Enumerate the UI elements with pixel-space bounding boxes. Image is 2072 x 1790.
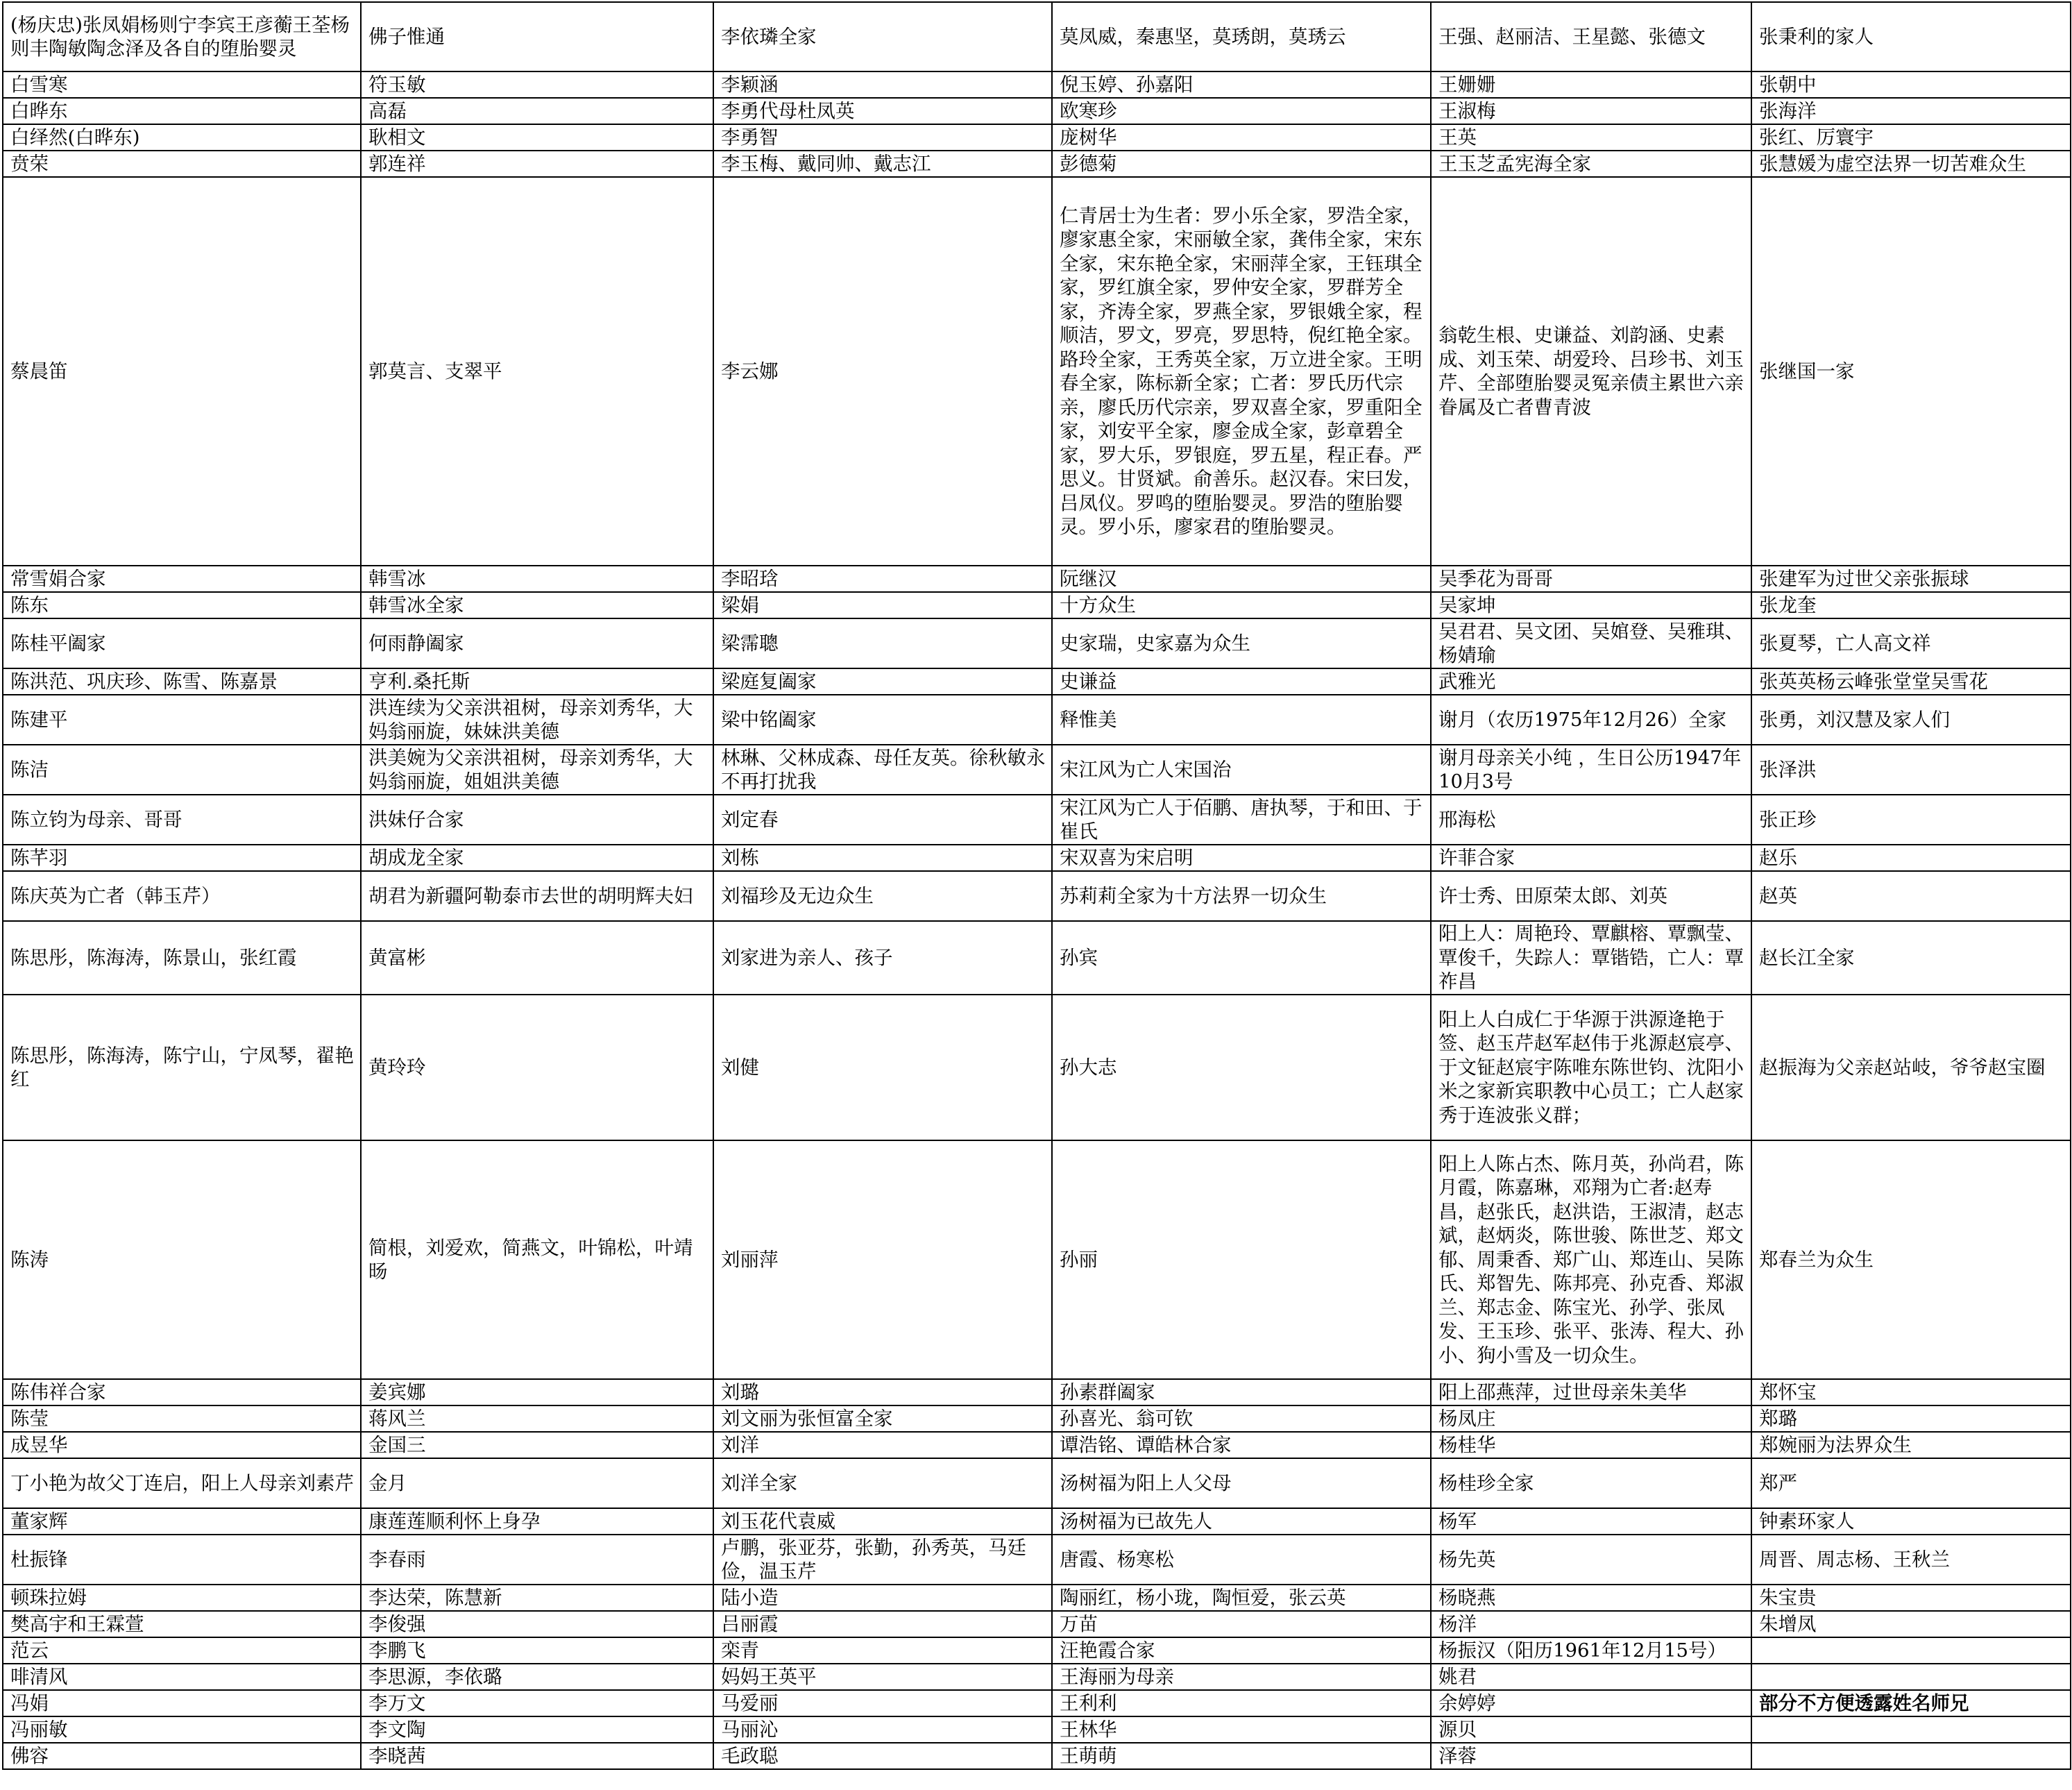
table-cell: 妈妈王英平: [713, 1664, 1052, 1690]
table-cell: 陈芊羽: [3, 845, 361, 871]
table-cell: 李云娜: [713, 177, 1052, 566]
table-cell: 胡成龙全家: [361, 845, 713, 871]
table-cell: 余婷婷: [1431, 1690, 1751, 1716]
table-row: [3, 1690, 2071, 1716]
table-cell: 林琳、父林成森、母任友英。徐秋敏永不再打扰我: [713, 745, 1052, 795]
table-cell: 王海丽为母亲: [1052, 1664, 1431, 1690]
table-cell: 张正珍: [1751, 795, 2071, 845]
table-cell: 王强、赵丽洁、王星懿、张德文: [1431, 2, 1751, 71]
table-cell: 部分不方便透露姓名师兄: [1751, 1690, 2071, 1716]
table-cell: 张建军为过世父亲张振球: [1751, 566, 2071, 592]
table-row: [3, 745, 2071, 795]
table-row: [3, 1140, 2071, 1379]
table-cell: 李昭琀: [713, 566, 1052, 592]
table-cell: 蒋风兰: [361, 1405, 713, 1432]
table-cell: 张继国一家: [1751, 177, 2071, 566]
table-cell: 阳上邵燕萍，过世母亲朱美华: [1431, 1379, 1751, 1405]
table-cell: 耿相文: [361, 124, 713, 151]
table-cell: 邢海松: [1431, 795, 1751, 845]
table-cell: 倪玉婷、孙嘉阳: [1052, 71, 1431, 98]
table-cell: 张龙奎: [1751, 592, 2071, 618]
table-cell: 何雨静阖家: [361, 618, 713, 668]
table-cell: 杨桂珍全家: [1431, 1458, 1751, 1508]
table-cell: 张秉利的家人: [1751, 2, 2071, 71]
table-cell: 仁青居士为生者：罗小乐全家，罗浩全家，廖家惠全家，宋丽敏全家，龚伟全家，宋东全家，宋东艳全家，宋丽萍全家，王钰琪全家，罗红旗全家，罗仲安全家，罗群芳全家，齐涛全家，罗燕全家，罗银娥全家，程顺洁，罗文，罗亮，罗思特，倪红艳全家。路玲全家，王秀英全家，万立进全家。王明春全家，陈标新全家；亡者：罗氏历代宗亲，廖氏历代宗亲，罗双喜全家，罗重阳全家，刘安平全家，廖金成全家，彭章碧全家，罗大乐，罗银庭，罗五星，程正春。严思义。甘贤斌。俞善乐。赵汉春。宋曰发，吕凤仪。罗鸣的堕胎婴灵。罗浩的堕胎婴灵。罗小乐，廖家君的堕胎婴灵。: [1052, 177, 1431, 566]
table-cell: 陈洁: [3, 745, 361, 795]
table-cell: 韩雪冰全家: [361, 592, 713, 618]
table-row: [3, 1716, 2071, 1743]
table-cell: 万苗: [1052, 1611, 1431, 1637]
table-cell: 张英英杨云峰张堂堂吴雪花: [1751, 668, 2071, 695]
table-cell: 彭德菊: [1052, 151, 1431, 177]
table-row: [3, 124, 2071, 151]
table-row: [3, 1379, 2071, 1405]
table-cell: 李勇智: [713, 124, 1052, 151]
table-cell: 冯娟: [3, 1690, 361, 1716]
table-row: [3, 566, 2071, 592]
table-row: [3, 995, 2071, 1140]
table-cell: 史家瑞，史家嘉为众生: [1052, 618, 1431, 668]
table-row: [3, 98, 2071, 124]
table-cell: 洪妹仔合家: [361, 795, 713, 845]
table-cell: 吴君君、吴文团、吴婠登、吴雅琪、杨婧瑜: [1431, 618, 1751, 668]
table-cell: 康莲莲顺利怀上身孕: [361, 1508, 713, 1535]
table-cell: 符玉敏: [361, 71, 713, 98]
table-cell: 董家辉: [3, 1508, 361, 1535]
table-cell: 刘洋: [713, 1432, 1052, 1458]
table-cell: 李达荣，陈慧新: [361, 1585, 713, 1611]
table-cell: 梁中铭阖家: [713, 695, 1052, 745]
table-cell: 吴季花为哥哥: [1431, 566, 1751, 592]
table-row: [3, 1458, 2071, 1508]
table-cell: 樊高宇和王霖萱: [3, 1611, 361, 1637]
table-cell: 杨洋: [1431, 1611, 1751, 1637]
table-cell: 杨桂华: [1431, 1432, 1751, 1458]
table-cell: 杨晓燕: [1431, 1585, 1751, 1611]
table-row: [3, 871, 2071, 921]
table-cell: 唐霞、杨寒松: [1052, 1535, 1431, 1585]
table-cell: 郭莫言、支翠平: [361, 177, 713, 566]
table-cell: 郑春兰为众生: [1751, 1140, 2071, 1379]
table-cell: 王利利: [1052, 1690, 1431, 1716]
table-cell: 武雅光: [1431, 668, 1751, 695]
table-cell: 杜振锋: [3, 1535, 361, 1585]
table-cell: 郭连祥: [361, 151, 713, 177]
table-cell: 庞树华: [1052, 124, 1431, 151]
table-cell: 许士秀、田原荣太郎、刘英: [1431, 871, 1751, 921]
table-cell: 陈思彤，陈海涛，陈景山，张红霞: [3, 921, 361, 995]
table-cell: 陈洪范、巩庆珍、陈雪、陈嘉景: [3, 668, 361, 695]
table-cell: 金月: [361, 1458, 713, 1508]
table-cell: 刘福珍及无边众生: [713, 871, 1052, 921]
table-cell: 胡君为新疆阿勒泰市去世的胡明辉夫妇: [361, 871, 713, 921]
table-cell: 赵振海为父亲赵站岐，爷爷赵宝圈: [1751, 995, 2071, 1140]
table-row: [3, 177, 2071, 566]
table-row: [3, 1664, 2071, 1690]
table-cell: 张夏琴，亡人高文祥: [1751, 618, 2071, 668]
table-cell: 欧寒珍: [1052, 98, 1431, 124]
table-cell: [1751, 1716, 2071, 1743]
table-cell: 宋双喜为宋启明: [1052, 845, 1431, 871]
table-cell: 张泽洪: [1751, 745, 2071, 795]
table-row: [3, 1432, 2071, 1458]
table-cell: 孙丽: [1052, 1140, 1431, 1379]
table-cell: 郑婉丽为法界众生: [1751, 1432, 2071, 1458]
table-cell: 阳上人陈占杰、陈月英，孙尚君，陈月霞，陈嘉琳，邓翔为亡者:赵寿昌，赵张氏，赵洪诰，王淑清，赵志斌，赵炳炎，陈世骏、陈世芝、郑文郁、周秉香、郑广山、郑连山、吴陈氏、郑智先、陈邦亮、孙克香、郑淑兰、郑志金、陈宝光、孙学、张凤发、王玉珍、张平、张涛、程大、孙小、狗小雪及一切众生。: [1431, 1140, 1751, 1379]
table-cell: 陈伟祥合家: [3, 1379, 361, 1405]
table-row: [3, 921, 2071, 995]
table-cell: 啡清风: [3, 1664, 361, 1690]
table-cell: 亨利.桑托斯: [361, 668, 713, 695]
table-cell: 十方众生: [1052, 592, 1431, 618]
table-cell: 张朝中: [1751, 71, 2071, 98]
table-cell: 高磊: [361, 98, 713, 124]
table-cell: 汤树福为阳上人父母: [1052, 1458, 1431, 1508]
table-cell: 王玉芝孟宪海全家: [1431, 151, 1751, 177]
table-cell: 陈莹: [3, 1405, 361, 1432]
table-cell: 苏莉莉全家为十方法界一切众生: [1052, 871, 1431, 921]
table-cell: 阳上人白成仁于华源于洪源逄艳于签、赵玉芹赵军赵伟于兆源赵宸亭、于文钲赵宸宇陈唯东陈世钧、沈阳小米之家新宾职教中心员工；亡人赵家秀于连波张义群；: [1431, 995, 1751, 1140]
table-row: [3, 1743, 2071, 1769]
table-cell: 李俊强: [361, 1611, 713, 1637]
table-cell: 杨军: [1431, 1508, 1751, 1535]
table-row: [3, 71, 2071, 98]
table-cell: 吴家坤: [1431, 592, 1751, 618]
table-cell: 周晋、周志杨、王秋兰: [1751, 1535, 2071, 1585]
table-cell: 白绎然(白晔东): [3, 124, 361, 151]
table-cell: 郑璐: [1751, 1405, 2071, 1432]
table-cell: 蔡晨笛: [3, 177, 361, 566]
table-cell: 陈桂平阖家: [3, 618, 361, 668]
table-cell: 赵英: [1751, 871, 2071, 921]
table-cell: 李文陶: [361, 1716, 713, 1743]
table-cell: 栾青: [713, 1637, 1052, 1664]
table-cell: 阳上人：周艳玲、覃麒榕、覃飘莹、覃俊千，失踪人：覃锴锆，亡人：覃祚昌: [1431, 921, 1751, 995]
table-cell: (杨庆忠)张凤娟杨则宁李宾王彦蘅王荃杨则丰陶敏陶念泽及各自的堕胎婴灵: [3, 2, 361, 71]
table-row: [3, 845, 2071, 871]
table-cell: [1751, 1743, 2071, 1769]
table-cell: 刘栋: [713, 845, 1052, 871]
table-cell: 陈思彤，陈海涛，陈宁山，宁凤琴，翟艳红: [3, 995, 361, 1140]
table-cell: 马丽沁: [713, 1716, 1052, 1743]
table-cell: 李依璘全家: [713, 2, 1052, 71]
table-cell: 孙大志: [1052, 995, 1431, 1140]
table-cell: 陶丽红，杨小珑，陶恒爱，张云英: [1052, 1585, 1431, 1611]
table-cell: 李万文: [361, 1690, 713, 1716]
table-cell: 王英: [1431, 124, 1751, 151]
table-cell: 陈立钧为母亲、哥哥: [3, 795, 361, 845]
table-cell: 顿珠拉姆: [3, 1585, 361, 1611]
table-cell: 陈建平: [3, 695, 361, 745]
table-cell: 韩雪冰: [361, 566, 713, 592]
table-cell: 孙素群阖家: [1052, 1379, 1431, 1405]
table-row: [3, 1508, 2071, 1535]
table-cell: 谢月母亲关小纯 ，生日公历1947年10月3号: [1431, 745, 1751, 795]
table-cell: 梁庭复阖家: [713, 668, 1052, 695]
table-cell: 宋江风为亡人于佰鹏、唐执琴，于和田、于崔氏: [1052, 795, 1431, 845]
table-cell: 张勇，刘汉慧及家人们: [1751, 695, 2071, 745]
table-row: [3, 795, 2071, 845]
table-cell: 孙喜光、翁可钦: [1052, 1405, 1431, 1432]
table-row: [3, 2, 2071, 71]
table-cell: 泽蓉: [1431, 1743, 1751, 1769]
table-cell: 赵长江全家: [1751, 921, 2071, 995]
table-cell: 李勇代母杜凤英: [713, 98, 1052, 124]
table-cell: 金国三: [361, 1432, 713, 1458]
table-row: [3, 668, 2071, 695]
table-cell: 白雪寒: [3, 71, 361, 98]
table-cell: 佛子惟通: [361, 2, 713, 71]
table-cell: 王萌萌: [1052, 1743, 1431, 1769]
table-cell: 王姗姗: [1431, 71, 1751, 98]
table-cell: 李玉梅、戴同帅、戴志江: [713, 151, 1052, 177]
table-cell: 刘丽萍: [713, 1140, 1052, 1379]
table-cell: 李鹏飞: [361, 1637, 713, 1664]
table-cell: 刘文丽为张恒富全家: [713, 1405, 1052, 1432]
table-cell: 刘健: [713, 995, 1052, 1140]
table-cell: 白晔东: [3, 98, 361, 124]
table-cell: 卢鹏，张亚芬，张勤，孙秀英，马廷俭，温玉芹: [713, 1535, 1052, 1585]
table-cell: 冯丽敏: [3, 1716, 361, 1743]
table-cell: 姚君: [1431, 1664, 1751, 1690]
table-cell: 杨先英: [1431, 1535, 1751, 1585]
table-cell: 黄富彬: [361, 921, 713, 995]
table-cell: 郑严: [1751, 1458, 2071, 1508]
table-cell: 陈庆英为亡者（韩玉芹）: [3, 871, 361, 921]
table-cell: 翁乾生根、史谦益、刘韵涵、史素成、刘玉荣、胡爱玲、吕珍书、刘玉芹、全部堕胎婴灵冤亲债主累世六亲眷属及亡者曹青波: [1431, 177, 1751, 566]
dedication-name-table: [2, 1, 2071, 1770]
table-cell: 黄玲玲: [361, 995, 713, 1140]
table-cell: 许菲合家: [1431, 845, 1751, 871]
table-cell: 杨凤庄: [1431, 1405, 1751, 1432]
table-cell: 丁小艳为故父丁连启，阳上人母亲刘素芹: [3, 1458, 361, 1508]
table-cell: 刘玉花代袁威: [713, 1508, 1052, 1535]
table-cell: 姜宾娜: [361, 1379, 713, 1405]
table-cell: 张海洋: [1751, 98, 2071, 124]
table-cell: 孙宾: [1052, 921, 1431, 995]
table-cell: 杨振汉（阳历1961年12月15号）: [1431, 1637, 1751, 1664]
table-cell: 吕丽霞: [713, 1611, 1052, 1637]
table-cell: 宋江风为亡人宋国治: [1052, 745, 1431, 795]
table-row: [3, 618, 2071, 668]
table-cell: 谢月（农历1975年12月26）全家: [1431, 695, 1751, 745]
table-cell: 范云: [3, 1637, 361, 1664]
table-cell: 梁娟: [713, 592, 1052, 618]
table-cell: 简根，刘爱欢，简燕文，叶锦松，叶靖旸: [361, 1140, 713, 1379]
table-cell: 贲荣: [3, 151, 361, 177]
table-cell: 李颖涵: [713, 71, 1052, 98]
table-cell: 马爱丽: [713, 1690, 1052, 1716]
table-cell: 谭浩铭、谭皓林合家: [1052, 1432, 1431, 1458]
table-cell: 张红、厉寰宇: [1751, 124, 2071, 151]
table-cell: 莫凤威，秦惠坚，莫琇朗，莫琇云: [1052, 2, 1431, 71]
table-row: [3, 592, 2071, 618]
table-cell: 刘璐: [713, 1379, 1052, 1405]
table-row: [3, 1405, 2071, 1432]
table-cell: 释惟美: [1052, 695, 1431, 745]
table-cell: [1751, 1664, 2071, 1690]
table-cell: 洪连续为父亲洪祖树，母亲刘秀华，大妈翁丽旋，妹妹洪美德: [361, 695, 713, 745]
table-row: [3, 1611, 2071, 1637]
table-cell: 毛政聪: [713, 1743, 1052, 1769]
table-cell: 常雪娟合家: [3, 566, 361, 592]
table-cell: 成昱华: [3, 1432, 361, 1458]
table-cell: 源贝: [1431, 1716, 1751, 1743]
table-cell: 王林华: [1052, 1716, 1431, 1743]
table-cell: 郑怀宝: [1751, 1379, 2071, 1405]
table-cell: 陈东: [3, 592, 361, 618]
table-row: [3, 1535, 2071, 1585]
table-cell: 阮继汉: [1052, 566, 1431, 592]
table-cell: 张慧媛为虚空法界一切苦难众生: [1751, 151, 2071, 177]
table-cell: 汤树福为已故先人: [1052, 1508, 1431, 1535]
table-cell: 陈涛: [3, 1140, 361, 1379]
table-cell: 李晓茜: [361, 1743, 713, 1769]
table-row: [3, 1637, 2071, 1664]
table-cell: 钟素环家人: [1751, 1508, 2071, 1535]
table-cell: 李春雨: [361, 1535, 713, 1585]
table-cell: 佛容: [3, 1743, 361, 1769]
table-cell: 梁霈聰: [713, 618, 1052, 668]
table-row: [3, 151, 2071, 177]
table-cell: 赵乐: [1751, 845, 2071, 871]
table-cell: 汪艳霞合家: [1052, 1637, 1431, 1664]
table-cell: 李思源，李依璐: [361, 1664, 713, 1690]
table-cell: 王淑梅: [1431, 98, 1751, 124]
table-cell: 朱增凤: [1751, 1611, 2071, 1637]
table-cell: 朱宝贵: [1751, 1585, 2071, 1611]
table-row: [3, 695, 2071, 745]
table-cell: 刘洋全家: [713, 1458, 1052, 1508]
table-cell: 陆小造: [713, 1585, 1052, 1611]
table-cell: [1751, 1637, 2071, 1664]
table-cell: 洪美婉为父亲洪祖树，母亲刘秀华，大妈翁丽旋，姐姐洪美德: [361, 745, 713, 795]
table-cell: 刘定春: [713, 795, 1052, 845]
table-row: [3, 1585, 2071, 1611]
table-cell: 刘家进为亲人、孩子: [713, 921, 1052, 995]
table-cell: 史谦益: [1052, 668, 1431, 695]
